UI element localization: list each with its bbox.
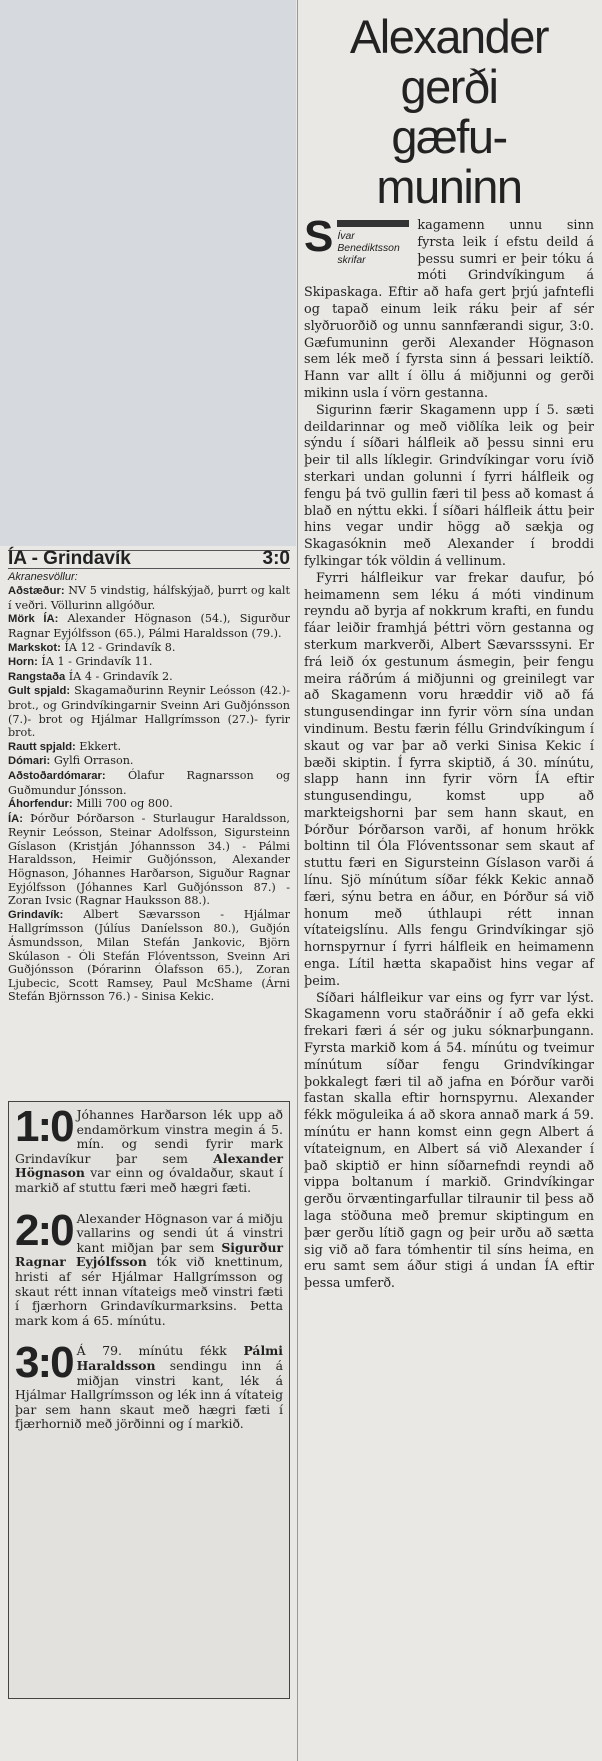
goals-box bbox=[8, 1101, 290, 1699]
goal-item bbox=[9, 1338, 289, 1432]
goal-item bbox=[9, 1206, 289, 1329]
match-facts bbox=[8, 550, 290, 1004]
match-title: ÍA - Grindavík bbox=[8, 548, 131, 569]
headline bbox=[304, 12, 594, 212]
fact-item bbox=[8, 584, 290, 612]
fact-item bbox=[8, 908, 290, 1004]
article-paragraph: Fyrri hálfleikur var frekar daufur, þó heimamenn sem léku á móti vindinum reyndu að byrja af nokkrum krafti, en fundu fáar leiðir framhjá þéttri vörn gestanna og sterkum markverði, Albert Sævarsssyni. Er frá leið óx gestunum ásmegin, þeir fengu meira ráðrúm á miðjunni og greinilegt var að Skagamenn voru hræddir við að fá stungusendingar inn fyrir vörn sína undan vindinum. Bestu færin féllu Grindvíkingum í skaut og var þar að verki Sinisa Kekic í bæði skiptin. Í fyrra skiptið, á 30. mínútu, slapp hann inn fyrir vörn ÍA eftir stungusendingu, komst upp að markteigshorni þar sem hann skaut, en Þórður Þórðarson varði, af honum hrökk boltinn til Óla Flóventssonar sem skaut af stuttu færi en Sigursteinn Gíslason varði á línu. Sjö mínútum síðar fékk Kekic annað færi, sýnu betra en áður, en Þórður sá við honum með úthlaupi rétt innan vítateigslínu. Alls fengu Grindvíkingar sjö hornspyrnur í fyrri hálfleik en heimamenn enga. Lítil hætta skapaðist hins vegar af þeim. bbox=[304, 570, 594, 989]
fact-label: Rautt spjald: bbox=[8, 740, 76, 753]
byline-author: Ívar Benediktsson bbox=[337, 231, 400, 255]
column-divider bbox=[297, 0, 298, 1761]
goal-text: tók við knettinum, hristi af sér Hjálmar Hallgrímsson og skaut rétt innan vítateigs með vinstri fæti í fjærhorn Grindavíkurmarksins. Þetta mark kom á 65. mínútu. bbox=[15, 1254, 284, 1328]
fact-text: Milli 700 og 800. bbox=[72, 797, 173, 811]
goal-scorer: Sigurður Ragnar Eyjólfsson bbox=[15, 1239, 283, 1270]
fact-text: Gylfi Orrason. bbox=[50, 754, 134, 768]
fact-item bbox=[8, 641, 290, 656]
drop-cap: S bbox=[304, 212, 334, 261]
fact-label: Dómari: bbox=[8, 755, 51, 768]
fact-text: Albert Sævarsson - Hjálmar Hallgrímsson (Júlíus Daníelsson 80.), Guðjón Ásmundsson, Milan Stefán Jankovic, Björn Skúlason - Óli Stefán Flóventsson, Sveinn Ari Guðjónsson (Þórarinn Ólafsson 65.), Zoran Ljubecic, Scott Ramsey, Paul McShame (Árni Stefán Björnsson 76.) - Sinisa Kekic. bbox=[8, 907, 290, 1004]
match-header bbox=[8, 550, 290, 569]
fact-text: Ekkert. bbox=[75, 739, 122, 753]
goal-text: Á 79. mínútu fékk bbox=[76, 1343, 244, 1359]
headline-line: gerði bbox=[400, 60, 498, 113]
headline-line: Alexander bbox=[349, 10, 549, 63]
goal-text: Jóhannes Harðarson lék upp að endamörkum vinstra megin á 5. mín. og sendi fyrir mark Grindavíkur þar sem bbox=[15, 1107, 283, 1166]
goal-scorer: Alexander Högnason bbox=[15, 1150, 283, 1181]
venue: Akranesvöllur: bbox=[8, 570, 78, 583]
fact-label: Aðstoðardómarar: bbox=[8, 769, 106, 782]
goal-text: var einn og óvaldaður, skaut í markið af stuttu færi með hægri fæti. bbox=[15, 1165, 283, 1195]
fact-text: Alexander Högnason (54.), Sigurður Ragnar Eyjólfsson (65.), Pálmi Haraldsson (79.). bbox=[8, 612, 290, 640]
paragraph-text: kagamenn unnu sinn fyrsta leik í efstu deild á þessu sumri er þeir tóku á móti Grindvíkingum á Skipaskaga. Eftir að hafa gert þrjú jafntefli og tapað einum leik ráku þeir af sér slyðruorðið og unnu sannfærandi sigur, 3:0. Gæfumuninn gerði Alexander Högnason sem lék með í fyrsta sinn á þessari leiktíð. Hann var allt í öllu á miðjunni og gerði mikinn usla í vörn gestanna. bbox=[304, 218, 594, 401]
fact-item bbox=[8, 754, 290, 769]
fact-label: Gult spjald: bbox=[8, 685, 71, 698]
article-column bbox=[304, 0, 594, 1293]
fact-item bbox=[8, 655, 290, 670]
fact-item bbox=[8, 612, 290, 640]
fact-item bbox=[8, 684, 290, 739]
goal-list bbox=[9, 1102, 289, 1432]
blank-area bbox=[0, 0, 296, 546]
goal-score: 2:0 bbox=[15, 1205, 73, 1255]
fact-item bbox=[8, 812, 290, 908]
fact-text: Skagamaðurinn Reynir Leósson (42.)-brot., og Grindvíkingarnir Sveinn Ari Guðjónsson (7.)- brot og Hjálmar Hallgrímsson (27.)- fyrir brot. bbox=[8, 684, 290, 740]
article-body bbox=[304, 212, 594, 1293]
fact-item bbox=[8, 769, 290, 797]
fact-label: Áhorfendur: bbox=[8, 798, 73, 811]
article-paragraph: Sigurinn færir Skagamenn upp í 5. sæti deildarinnar og með viðlíka leik og þeir sýndu í síðari hálfleik að þessu sinni eru þeir til alls líklegir. Grindvíkingar voru ívið sterkari undan golunni í fyrri hálfleik og fengu þá tvö gullin færi til þess að komast á blað en nýttu ekki. Í síðari hálfleik áttu þeir hins vegar undir högg að sækja og Skagasóknin með Alexander í broddi fylkingar tók völdin á vellinum. bbox=[304, 402, 594, 569]
fact-label: Aðstæður: bbox=[8, 585, 65, 598]
fact-text: ÍA 12 - Grindavík 8. bbox=[60, 640, 176, 654]
fact-item bbox=[8, 797, 290, 812]
fact-item bbox=[8, 740, 290, 755]
goal-score: 3:0 bbox=[15, 1338, 73, 1388]
byline-rule bbox=[337, 220, 409, 227]
goal-text: Alexander Högnason var á miðju vallarins og sendi út á vinstri kant miðjan þar sem bbox=[76, 1210, 283, 1255]
fact-label: Mörk ÍA: bbox=[8, 613, 59, 626]
goal-scorer: Pálmi Haraldsson bbox=[76, 1343, 283, 1373]
fact-label: Markskot: bbox=[8, 641, 61, 654]
fact-label: Grindavík: bbox=[8, 908, 64, 921]
fact-label: Horn: bbox=[8, 656, 38, 669]
article-paragraph bbox=[304, 212, 594, 403]
fact-label: Rangstaða bbox=[8, 670, 66, 683]
headline-line: gæfu- bbox=[391, 110, 507, 163]
goal-item bbox=[9, 1102, 289, 1196]
goal-score: 1:0 bbox=[15, 1102, 73, 1151]
goal-text: sendingu inn á miðjan vinstri kant, lék á Hjálmar Hallgrímsson og lék inn á vítateig þar sem hann skaut með hægri fæti í fjærhornið með jörðinni og í markið. bbox=[15, 1357, 283, 1432]
fact-text: ÍA 1 - Grindavík 11. bbox=[37, 655, 153, 669]
article-paragraph: Síðari hálfleikur var eins og fyrr var lýst. Skagamenn voru staðráðnir í að gefa ekki frekari færi á sér og juku sóknarþungann. Fyrsta markið kom á 54. mínútu og tveimur mínútum síðar fengu Grindvíkingar þokkalegt færi til að jafna en Þórður varði fastan skalla eftir hornspyrnu. Alexander fékk möguleika á að skora annað mark á 59. mínútu er hann komst einn gegn Albert á vítateignum, en Albert sá við Alexander í það skiptið er hinn síðarnefndi reyndi að vippa boltanum í markið. Grindvíkingar gerðu örvæntingarfullar tilraunir til þess að laga stöðuna með þremur skiptingum en þær gerðu lítið gagn og þeir urðu að sætta sig við að fara tómhentir til síns heima, en eru samt sem áður stigi á undan ÍA eftir þessa umferð. bbox=[304, 990, 594, 1292]
facts-list bbox=[8, 584, 290, 1004]
fact-item bbox=[8, 670, 290, 685]
fact-label: ÍA: bbox=[8, 812, 23, 825]
byline-role: skrifar bbox=[337, 255, 366, 267]
fact-text: NV 5 vindstig, hálfskýjað, þurrt og kalt í veðri. Völlurinn allgóður. bbox=[8, 584, 290, 612]
byline bbox=[337, 220, 409, 268]
headline-line: muninn bbox=[376, 160, 522, 213]
fact-text: ÍA 4 - Grindavík 2. bbox=[65, 669, 173, 683]
fact-text: Ólafur Ragnarsson og Guðmundur Jónsson. bbox=[8, 768, 290, 797]
match-score: 3:0 bbox=[262, 548, 290, 569]
fact-text: Þórður Þórðarson - Sturlaugur Haraldsson, Reynir Leósson, Steinar Adolfsson, Sigursteinn Gíslason (Kristján Jóhannsson 34.) - Pálmi Haraldsson, Heimir Guðjónsson, Alexander Högnason, Jóhannes Harðarson, Siguður Ragnar Eyjólfsson (Jóhannes Karl Guðjónsson 87.) - Zoran Ivsic (Ragnar Hauksson 88.). bbox=[8, 811, 290, 908]
